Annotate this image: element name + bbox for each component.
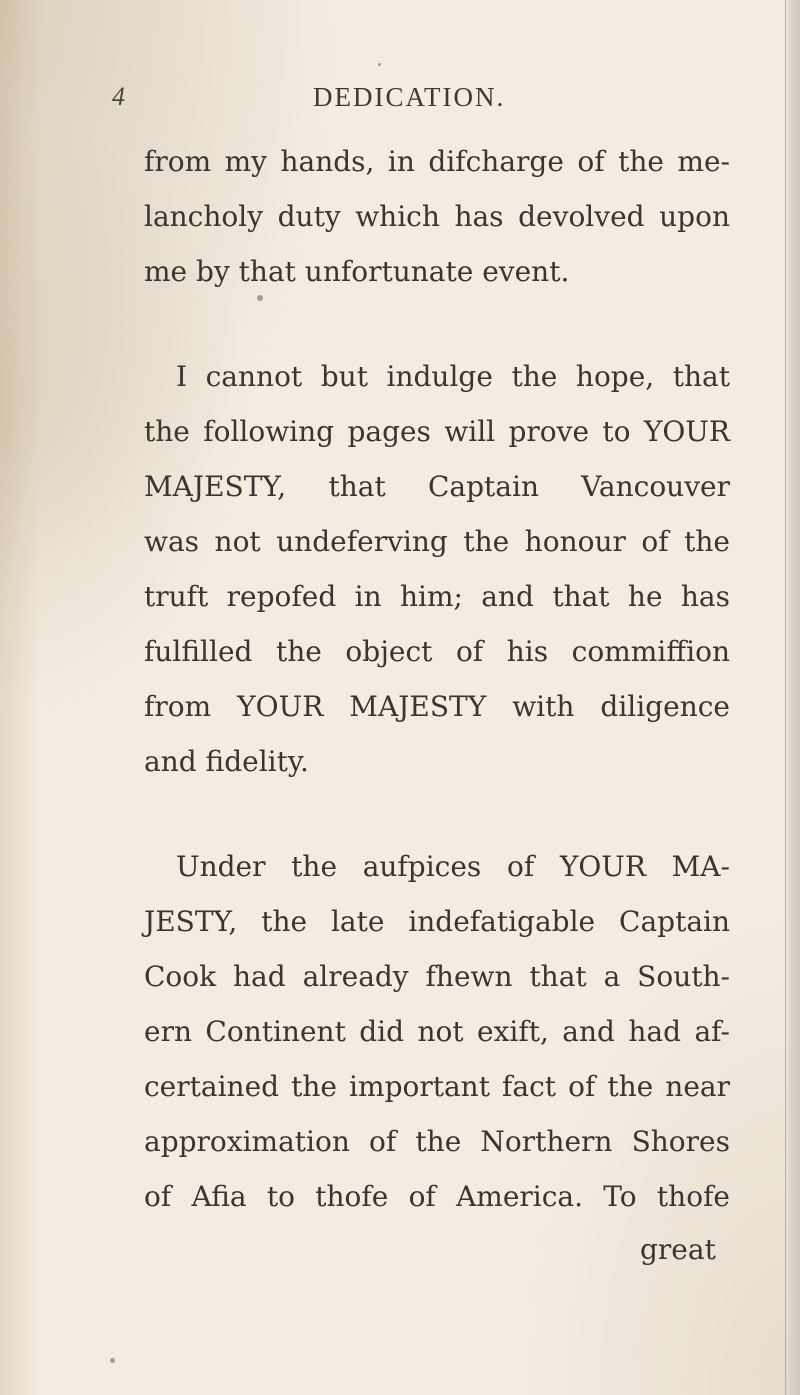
text-line: from my hands, in difcharge of the me-	[144, 145, 730, 178]
page-number: 4	[112, 82, 125, 111]
text-line: approximation of the Northern Shores	[144, 1125, 730, 1158]
catchword: great	[640, 1233, 716, 1266]
text-line: was not undeferving the honour of the	[144, 525, 730, 558]
text-line: truft repofed in him; and that he has	[144, 580, 730, 613]
text-line: lancholy duty which has devolved upon	[144, 200, 730, 233]
page-header	[0, 82, 800, 122]
text-line: of Afia to thofe of America. To thofe	[144, 1180, 730, 1213]
text-line: ern Continent did not exift, and had af-	[144, 1015, 730, 1048]
text-line: JESTY, the late indefatigable Captain	[144, 905, 730, 938]
text-line: and fidelity.	[144, 745, 309, 778]
paper-speck	[378, 63, 381, 66]
text-line: fulfilled the object of his commiffion	[144, 635, 730, 668]
text-line: Under the aufpices of YOUR MA-	[176, 850, 730, 883]
running-head: DEDICATION.	[313, 82, 506, 112]
text-line: from YOUR MAJESTY with diligence	[144, 690, 730, 723]
paper-speck	[257, 295, 263, 301]
paper-speck	[110, 1358, 115, 1363]
text-line: MAJESTY, that Captain Vancouver	[144, 470, 730, 503]
text-line: me by that unfortunate event.	[144, 255, 570, 288]
text-line: certained the important fact of the near	[144, 1070, 730, 1103]
page-edge	[785, 0, 800, 1395]
text-line: the following pages will prove to YOUR	[144, 415, 730, 448]
text-line: I cannot but indulge the hope, that	[176, 360, 730, 393]
text-line: Cook had already fhewn that a South-	[144, 960, 730, 993]
